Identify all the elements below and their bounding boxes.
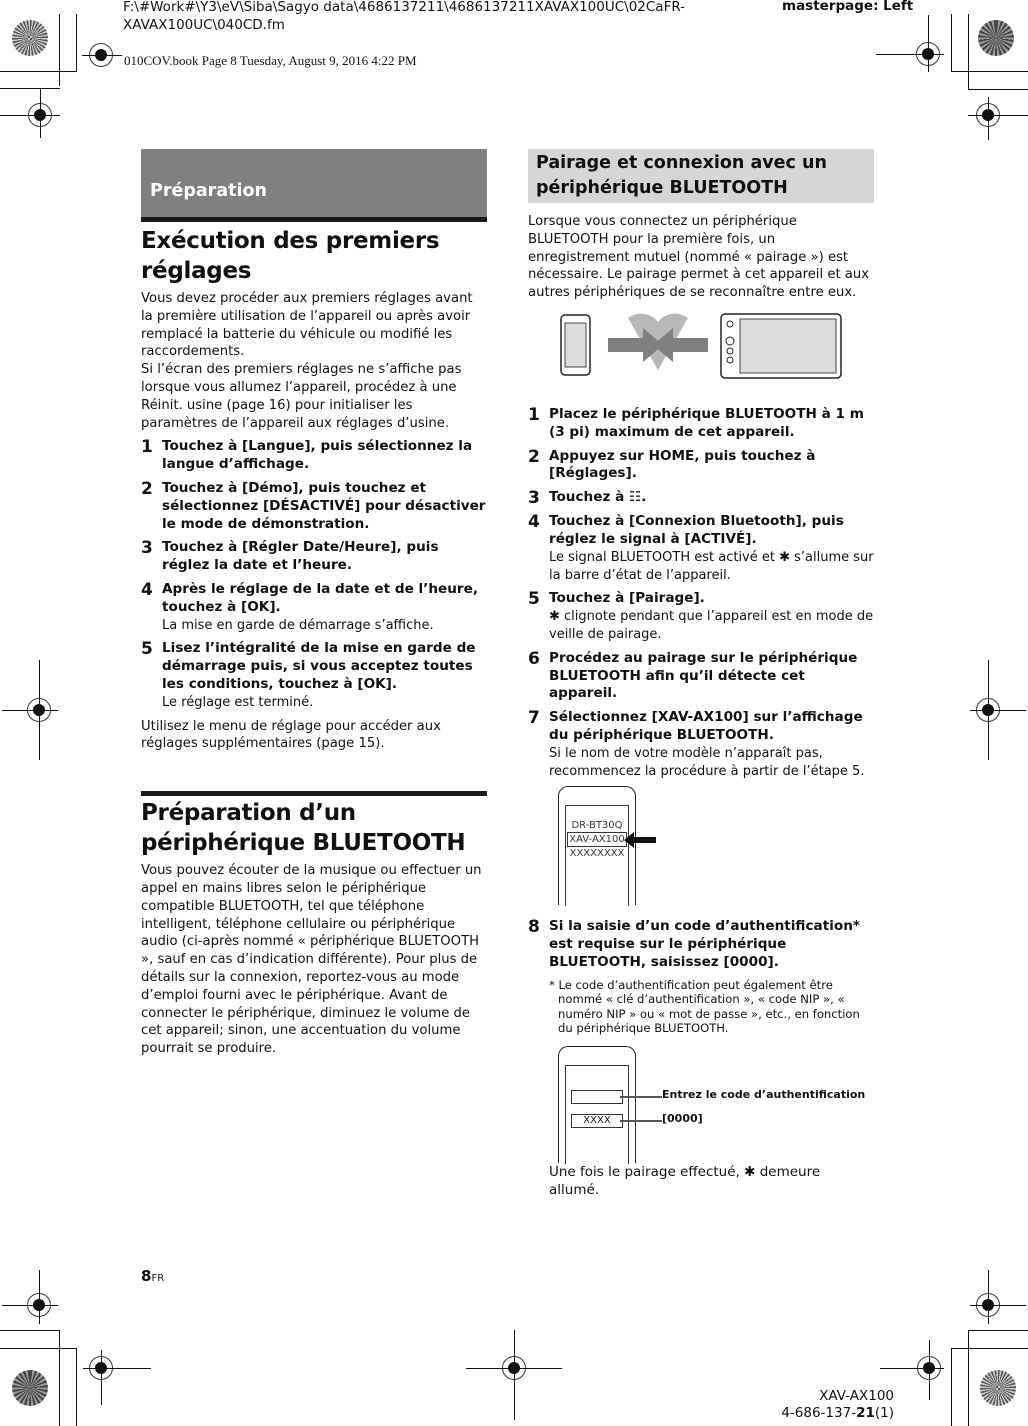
step-text: Touchez à [Langue], puis sélectionnez la langue d’affichage. [162, 438, 473, 473]
step-item [141, 480, 487, 533]
step-number: 3 [528, 488, 540, 509]
step-number: 1 [141, 437, 153, 458]
device-list-item: XXXXXXXX [569, 848, 625, 860]
footnote: * Le code d’authentification peut également être nommé « clé d’authentification », « code NIP », « numéro NIP » ou « mot de passe », etc., en fonction du périphérique BLUETOOTH. [549, 977, 860, 1036]
section-bar-pairing: Pairage et connexion avec un périphérique BLUETOOTH [528, 149, 874, 203]
step-text: Touchez à [Connexion Bluetooth], puis réglez le signal à [ACTIVÉ]. [549, 513, 844, 547]
auth-code-illustration [558, 1046, 874, 1164]
color-wheel-icon [978, 20, 1014, 56]
step-item [528, 650, 874, 703]
step-text: Placez le périphérique BLUETOOTH à 1 m (3 pi) maximum de cet appareil. [549, 405, 864, 440]
step-item [141, 438, 487, 474]
model-footer [781, 1388, 894, 1422]
page-number [141, 1266, 164, 1285]
step-note: Le signal BLUETOOTH est activé et ✱ s’allume sur la barre d’état de l’appareil. [549, 549, 874, 583]
right-column [528, 149, 874, 1199]
step-text: Touchez à [Régler Date/Heure], puis réglez la date et l’heure. [162, 539, 439, 574]
step-text: Lisez l’intégralité de la mise en garde de démarrage puis, si vous acceptez toutes les conditions, touchez à [OK]. [162, 640, 476, 692]
step-text: Après le réglage de la date et de l’heure, touchez à [OK]. [162, 580, 479, 615]
step-number: 2 [528, 446, 540, 467]
device-list-item: DR-BT30Q [571, 820, 623, 832]
step-item [528, 709, 874, 780]
intro-text: Vous devez procéder aux premiers réglages avant la première utilisation de l’appareil ou après avoir remplacé la batterie du véhicule ou modifié les raccordements. [141, 291, 473, 360]
arrow-left-icon [624, 832, 656, 848]
bluetooth-prep-text: Vous pouvez écouter de la musique ou effectuer un appel en mains libres selon le périphérique compatible BLUETOOTH, tel que téléphone intelligent, téléphone cellulaire ou périphérique audio (ci-après nommé « périphérique BLUETOOTH », sauf en cas d’indication différente). Pour plus de détails sur la connexion, reportez-vous au mode d’emploi fourni avec le périphérique. Avant de connecter le périphérique, diminuez le volume de cet appareil; sinon, une accentuation du volume pourrait se produire. [141, 863, 482, 1057]
book-info: 010COV.book Page 8 Tuesday, August 9, 2016 4:22 PM [124, 53, 417, 68]
divider [141, 791, 487, 796]
step-text: Procédez au pairage sur le périphérique BLUETOOTH afin qu’il détecte cet appareil. [549, 649, 858, 702]
section-bar-preparation: Préparation [141, 149, 487, 217]
part-prefix: 4-686-137- [781, 1405, 857, 1421]
outro-text: Utilisez le menu de réglage pour accéder aux réglages supplémentaires (page 15). [141, 718, 441, 752]
heading-first-settings: Exécution des premiers réglages [141, 228, 440, 284]
auth-code-field [571, 1090, 623, 1104]
part-bold: 21 [856, 1405, 875, 1421]
step-number: 8 [528, 917, 540, 938]
file-path-line1: F:\#Work#\Y3\eV\Siba\Sagyo data\4686137211\4686137211XAVAX100UC\02CaFR- [123, 0, 686, 15]
phone-outline [558, 1046, 636, 1163]
color-wheel-icon [12, 20, 48, 56]
step-number: 5 [528, 589, 540, 610]
step-note: Le réglage est terminé. [162, 694, 314, 710]
device-list-item-selected: XAV-AX100 [567, 832, 627, 847]
step-item [528, 513, 874, 584]
pairing-intro: Lorsque vous connectez un périphérique BLUETOOTH pour la première fois, un enregistrement mutuel (nommé « pairage ») est nécessaire. Le pairage permet à cet appareil et aux autres périphériques de se reconnaître entre eux. [528, 214, 870, 301]
divider [141, 217, 487, 222]
step-item [528, 448, 874, 484]
masterpage-label: masterpage: Left [782, 0, 914, 14]
step-text: Appuyez sur HOME, puis touchez à [Réglages]. [549, 447, 816, 482]
steps-list [141, 438, 487, 711]
step-number: 6 [528, 648, 540, 669]
pairing-steps [528, 406, 874, 780]
phone-to-unit-pairing-icon [528, 308, 874, 394]
step-note: ✱ clignote pendant que l’appareil est en mode de veille de pairage. [549, 609, 874, 642]
step-number: 2 [141, 478, 153, 499]
pairing-illustration [528, 308, 874, 394]
part-suffix: (1) [874, 1405, 894, 1421]
step-text: Touchez à [Pairage]. [549, 590, 705, 607]
left-column [141, 149, 487, 1058]
step-item [141, 640, 487, 711]
step-text: Touchez à ☷. [549, 489, 647, 506]
file-path-header [123, 0, 685, 34]
part-number [781, 1405, 894, 1422]
step-number: 4 [528, 512, 540, 533]
step-item [528, 406, 874, 442]
pairing-step-8 [528, 918, 874, 971]
heading-bluetooth-prep: Préparation d’un périphérique BLUETOOTH [141, 800, 466, 857]
step-item [528, 489, 874, 507]
step-text: Touchez à [Démo], puis touchez et sélectionnez [DÉSACTIVÉ] pour désactiver le mode de démonstration. [162, 479, 486, 532]
color-wheel-icon [12, 1370, 48, 1406]
page-number-value: 8 [141, 1267, 152, 1285]
device-list-illustration [558, 786, 874, 908]
step-item [528, 590, 874, 643]
auth-code-label: [0000] [662, 1111, 703, 1125]
step-number: 5 [141, 639, 153, 660]
step-number: 4 [141, 579, 153, 600]
pairing-outro: Une fois le pairage effectué, ✱ demeure allumé. [549, 1163, 821, 1198]
auth-label: Entrez le code d’authentification [662, 1087, 866, 1101]
step-note: Si le nom de votre modèle n’apparaît pas, recommencez la procédure à partir de l’étape 5. [549, 745, 865, 779]
color-wheel-icon [980, 1370, 1016, 1406]
step-number: 3 [141, 538, 153, 559]
auth-code-value: XXXX [571, 1114, 623, 1128]
step-text: Sélectionnez [XAV-AX100] sur l’affichage du périphérique BLUETOOTH. [549, 709, 863, 743]
step-number: 1 [528, 404, 540, 425]
step-number: 7 [528, 708, 540, 729]
step-note: La mise en garde de démarrage s’affiche. [162, 617, 434, 633]
file-path-line2: XAVAX100UC\040CD.fm [123, 17, 285, 33]
step-text: Si la saisie d’un code d’authentification* est requise sur le périphérique BLUETOOTH, saisissez [0000]. [549, 918, 861, 970]
intro-text-2: Si l’écran des premiers réglages ne s’affiche pas lorsque vous allumez l’appareil, procédez à une Réinit. usine (page 16) pour initialiser les paramètres de l’appareil aux réglages d’usine. [141, 362, 462, 431]
page-lang: FR [151, 1273, 165, 1284]
step-item [141, 539, 487, 575]
model-name: XAV-AX100 [819, 1388, 894, 1404]
step-item [528, 918, 874, 971]
step-item [141, 581, 487, 634]
